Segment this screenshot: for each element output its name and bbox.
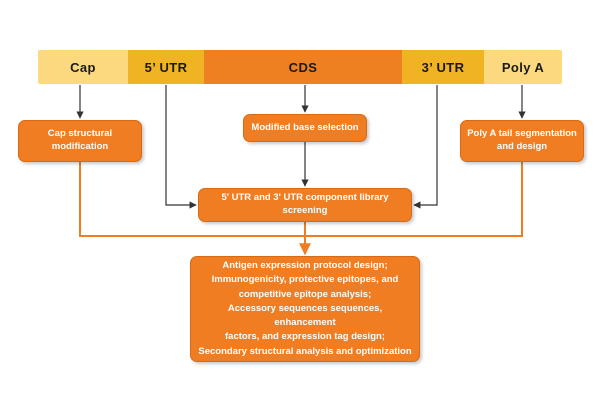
antigen-line-5: factors, and expression tag design; — [225, 331, 385, 343]
arrow-utr3-to-library — [414, 85, 437, 205]
antigen-line-4: Accessory sequences sequences, enhancement — [227, 302, 383, 329]
construct-segment-utr5[interactable]: 5’ UTR — [128, 50, 204, 84]
box-antigen-expression-design[interactable] — [190, 256, 420, 362]
arrow-utr5-to-library — [166, 85, 196, 205]
construct-segment-polya[interactable]: Poly A — [484, 50, 562, 84]
box-cap-structural-modification[interactable]: Cap structural modification — [18, 120, 142, 162]
antigen-line-6: Secondary structural analysis and optimization — [198, 345, 412, 357]
box-polya-tail-design[interactable]: Poly A tail segmentation and design — [460, 120, 584, 162]
antigen-line-1: Antigen expression protocol design; — [222, 260, 388, 272]
construct-segment-utr3[interactable]: 3’ UTR — [402, 50, 484, 84]
construct-segment-cds[interactable]: CDS — [204, 50, 402, 84]
construct-segment-cap[interactable]: Cap — [38, 50, 128, 84]
antigen-line-2: Immunogenicity, protective epitopes, and — [211, 274, 399, 286]
antigen-line-3: competitive epitope analysis; — [238, 288, 372, 300]
box-modified-base-selection[interactable]: Modified base selection — [243, 114, 367, 142]
mrna-construct-bar — [38, 50, 562, 84]
box-utr-component-library-screening[interactable]: 5' UTR and 3' UTR component library screening — [198, 188, 412, 222]
